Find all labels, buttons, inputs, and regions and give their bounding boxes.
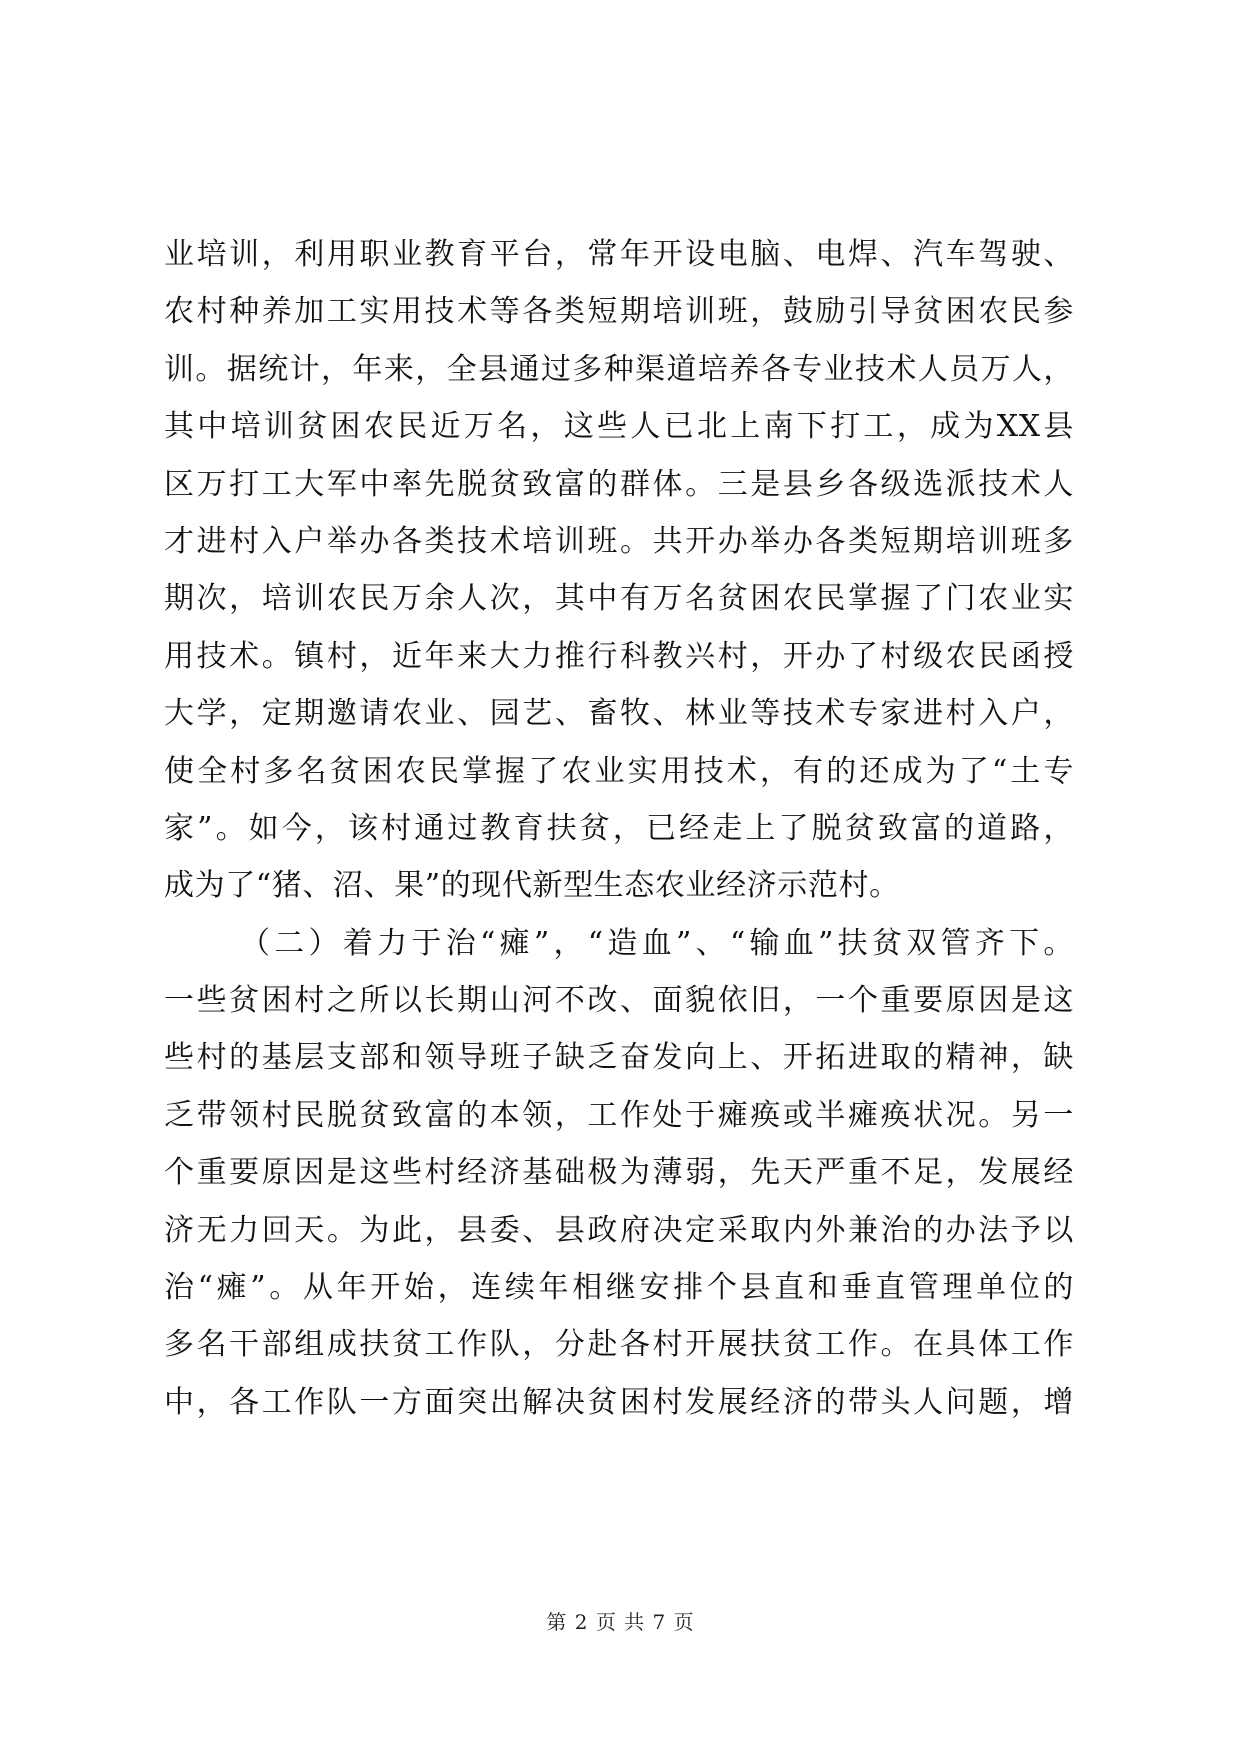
- text-line: 区万打工大军中率先脱贫致富的群体。三是县乡各级选派技术人: [164, 466, 1074, 502]
- text-line: （二）着力于治“瘫”，“造血”、“输血”扶贫双管齐下。: [240, 925, 1074, 961]
- text-line: 使全村多名贫困农民掌握了农业实用技术，有的还成为了“土专: [164, 753, 1074, 789]
- text-line: 乏带领村民脱贫致富的本领，工作处于瘫痪或半瘫痪状况。另一: [164, 1097, 1074, 1133]
- text-line: 训。据统计，年来，全县通过多种渠道培养各专业技术人员万人，: [164, 351, 1074, 387]
- text-line: 其中培训贫困农民近万名，这些人已北上南下打工，成为XX县: [164, 409, 1074, 445]
- body-text: [164, 226, 1074, 1431]
- text-line: 大学，定期邀请农业、园艺、畜牧、林业等技术专家进村入户，: [164, 696, 1074, 732]
- text-line: 些村的基层支部和领导班子缺乏奋发向上、开拓进取的精神，缺: [164, 1040, 1074, 1076]
- text-line: 用技术。镇村，近年来大力推行科教兴村，开办了村级农民函授: [164, 638, 1074, 674]
- text-line: 成为了“猪、沼、果”的现代新型生态农业经济示范村。: [164, 868, 900, 904]
- page-footer: 第 2 页 共 7 页: [546, 1610, 695, 1634]
- text-line: 济无力回天。为此，县委、县政府决定采取内外兼治的办法予以: [164, 1212, 1074, 1248]
- text-line: 才进村入户举办各类技术培训班。共开办举办各类短期培训班多: [164, 523, 1074, 559]
- text-line: 业培训，利用职业教育平台，常年开设电脑、电焊、汽车驾驶、: [164, 237, 1074, 272]
- text-line: 中，各工作队一方面突出解决贫困村发展经济的带头人问题，增: [164, 1384, 1074, 1420]
- text-line: 家”。如今，该村通过教育扶贫，已经走上了脱贫致富的道路，: [164, 810, 1074, 846]
- text-line: 期次，培训农民万余人次，其中有万名贫困农民掌握了门农业实: [164, 581, 1074, 617]
- text-line: 农村种养加工实用技术等各类短期培训班，鼓励引导贫困农民参: [164, 294, 1074, 330]
- text-line: 治“瘫”。从年开始，连续年相继安排个县直和垂直管理单位的: [164, 1270, 1074, 1306]
- text-line: 一些贫困村之所以长期山河不改、面貌依旧，一个重要原因是这: [164, 983, 1074, 1019]
- text-line: 个重要原因是这些村经济基础极为薄弱，先天严重不足，发展经: [164, 1155, 1074, 1191]
- text-line: 多名干部组成扶贫工作队，分赴各村开展扶贫工作。在具体工作: [164, 1327, 1074, 1363]
